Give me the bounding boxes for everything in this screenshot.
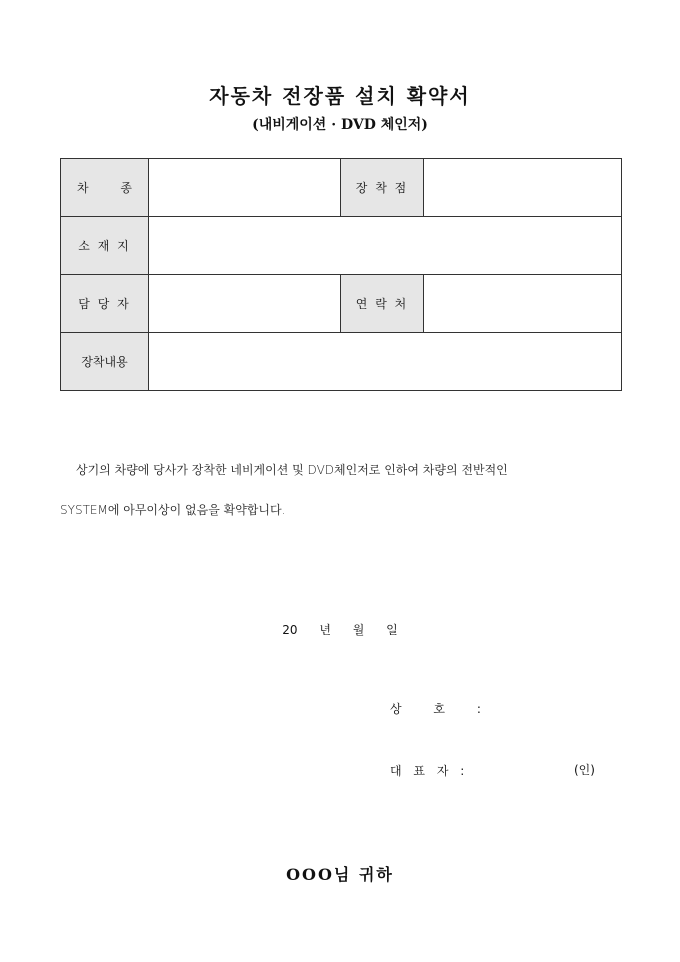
representative-label: 대 표 자 : xyxy=(390,764,469,778)
install-content-label: 장착내용 xyxy=(61,333,149,391)
car-type-field[interactable] xyxy=(149,159,341,217)
install-shop-field[interactable] xyxy=(424,159,622,217)
contact-label: 연 락 처 xyxy=(341,275,424,333)
address-label: 소 재 지 xyxy=(61,217,149,275)
install-content-field[interactable] xyxy=(149,333,622,391)
car-type-label: 차 종 xyxy=(61,159,149,217)
manager-field[interactable] xyxy=(149,275,341,333)
recipient-line: OOO님 귀하 xyxy=(286,865,394,884)
document-title: 자동차 전장품 설치 확약서 xyxy=(209,84,471,108)
info-table xyxy=(60,158,622,391)
confirmation-text-line2: SYSTEM에 아무이상이 없음을 확약합니다. xyxy=(60,503,286,517)
address-field[interactable] xyxy=(149,217,622,275)
manager-label: 담 당 자 xyxy=(61,275,149,333)
date-line: 20 년 월 일 xyxy=(282,623,398,637)
table-row xyxy=(61,217,622,275)
table-row xyxy=(61,333,622,391)
company-name-label: 상 호 : xyxy=(390,702,495,716)
document-subtitle: (내비게이션 · DVD 체인저) xyxy=(252,117,428,133)
contact-field[interactable] xyxy=(424,275,622,333)
table-row xyxy=(61,275,622,333)
confirmation-text-line1: 상기의 차량에 당사가 장착한 네비게이션 및 DVD체인저로 인하여 차량의 전반적인 xyxy=(76,463,508,477)
install-shop-label: 장 착 점 xyxy=(341,159,424,217)
seal-label: (인) xyxy=(574,763,595,777)
table-row xyxy=(61,159,622,217)
